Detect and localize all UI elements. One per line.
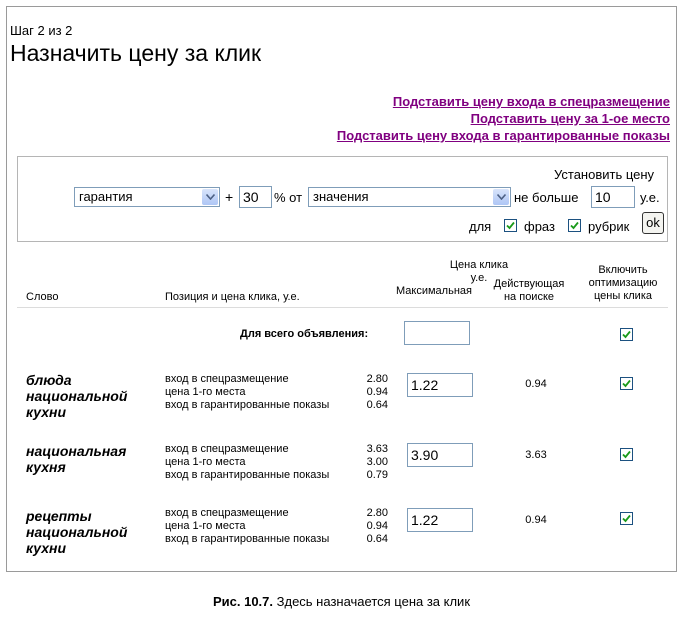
current-price: 3.63 xyxy=(525,449,547,461)
link-set-special-placement[interactable]: Подставить цену входа в спецразмещение xyxy=(392,94,670,109)
keyword-cell: блюда национальной кухни xyxy=(26,372,128,420)
position-price: 0.64 xyxy=(366,533,388,545)
plus-sign: + xyxy=(225,189,234,205)
position-price: 0.64 xyxy=(366,399,388,411)
all-ad-price-input[interactable] xyxy=(404,321,470,345)
rubrics-checkbox[interactable] xyxy=(568,219,581,232)
position-price: 0.94 xyxy=(366,520,388,532)
ok-button[interactable]: ok xyxy=(642,212,664,234)
optimize-column-header: Включить оптимизацию цены клика xyxy=(588,264,658,302)
optimize-checkbox[interactable] xyxy=(620,512,633,525)
position-label: вход в спецразмещение xyxy=(165,507,289,519)
position-column-header: Позиция и цена клика, у.е. xyxy=(165,291,300,303)
max-price-input[interactable]: 3.90 xyxy=(407,443,473,467)
link-set-guaranteed-shows[interactable]: Подставить цену входа в гарантированные показы xyxy=(336,128,670,143)
position-label: цена 1-го места xyxy=(165,386,246,398)
percent-of-label: % от xyxy=(274,190,303,205)
position-price: 0.79 xyxy=(366,469,388,481)
page-title: Назначить цену за клик xyxy=(10,40,262,66)
position-select-value: гарантия xyxy=(79,189,133,204)
checkmark-icon xyxy=(506,221,515,230)
percent-input[interactable]: 30 xyxy=(239,186,272,208)
rubrics-label: рубрик xyxy=(588,219,630,234)
current-price: 0.94 xyxy=(525,378,547,390)
word-column-header: Слово xyxy=(26,291,59,303)
max-price-column-header: Максимальная xyxy=(396,285,472,297)
max-price-input[interactable]: 1.22 xyxy=(407,508,473,532)
position-price: 0.94 xyxy=(366,386,388,398)
figure-caption-text: Здесь назначается цена за клик xyxy=(273,594,471,609)
figure-number: Рис. 10.7. xyxy=(212,594,274,609)
step-indicator: Шаг 2 из 2 xyxy=(10,23,73,38)
position-label: вход в гарантированные показы xyxy=(165,469,330,481)
screenshot-frame xyxy=(6,6,677,572)
chevron-down-icon xyxy=(493,189,509,205)
keyword-cell: рецепты национальной кухни xyxy=(26,508,128,556)
checkmark-icon xyxy=(570,221,579,230)
for-label: для xyxy=(469,219,492,234)
position-price: 3.00 xyxy=(366,456,388,468)
set-price-label: Установить цену xyxy=(554,167,655,182)
position-select[interactable] xyxy=(74,187,220,207)
all-ad-optimize-checkbox[interactable] xyxy=(620,328,633,341)
current-price: 0.94 xyxy=(525,514,547,526)
base-value-select[interactable] xyxy=(308,187,511,207)
max-price-input[interactable]: 1.22 xyxy=(407,373,473,397)
header-divider xyxy=(17,307,668,308)
base-value-select-value: значения xyxy=(313,189,369,204)
currency-label: у.е. xyxy=(640,190,660,205)
figure-caption xyxy=(0,594,683,609)
position-label: вход в гарантированные показы xyxy=(165,399,330,411)
checkmark-icon xyxy=(622,450,631,459)
phrases-label: фраз xyxy=(524,219,555,234)
link-set-first-place[interactable]: Подставить цену за 1-ое место xyxy=(470,111,670,126)
position-label: вход в гарантированные показы xyxy=(165,533,330,545)
phrases-checkbox[interactable] xyxy=(504,219,517,232)
position-label: вход в спецразмещение xyxy=(165,443,289,455)
keyword-cell: национальная кухня xyxy=(26,443,127,475)
position-price: 3.63 xyxy=(366,443,388,455)
not-more-label: не больше xyxy=(514,190,579,205)
checkmark-icon xyxy=(622,379,631,388)
max-price-input[interactable]: 10 xyxy=(591,186,635,208)
chevron-down-icon xyxy=(202,189,218,205)
current-price-column-header: Действующая на поиске xyxy=(493,278,565,303)
optimize-checkbox[interactable] xyxy=(620,377,633,390)
checkmark-icon xyxy=(622,514,631,523)
checkmark-icon xyxy=(622,330,631,339)
position-price: 2.80 xyxy=(366,507,388,519)
price-group-header: Цена клика у.е. xyxy=(449,259,509,284)
position-label: вход в спецразмещение xyxy=(165,373,289,385)
optimize-checkbox[interactable] xyxy=(620,448,633,461)
position-price: 2.80 xyxy=(366,373,388,385)
position-label: цена 1-го места xyxy=(165,520,246,532)
all-ad-label: Для всего объявления: xyxy=(240,328,369,340)
position-label: цена 1-го места xyxy=(165,456,246,468)
